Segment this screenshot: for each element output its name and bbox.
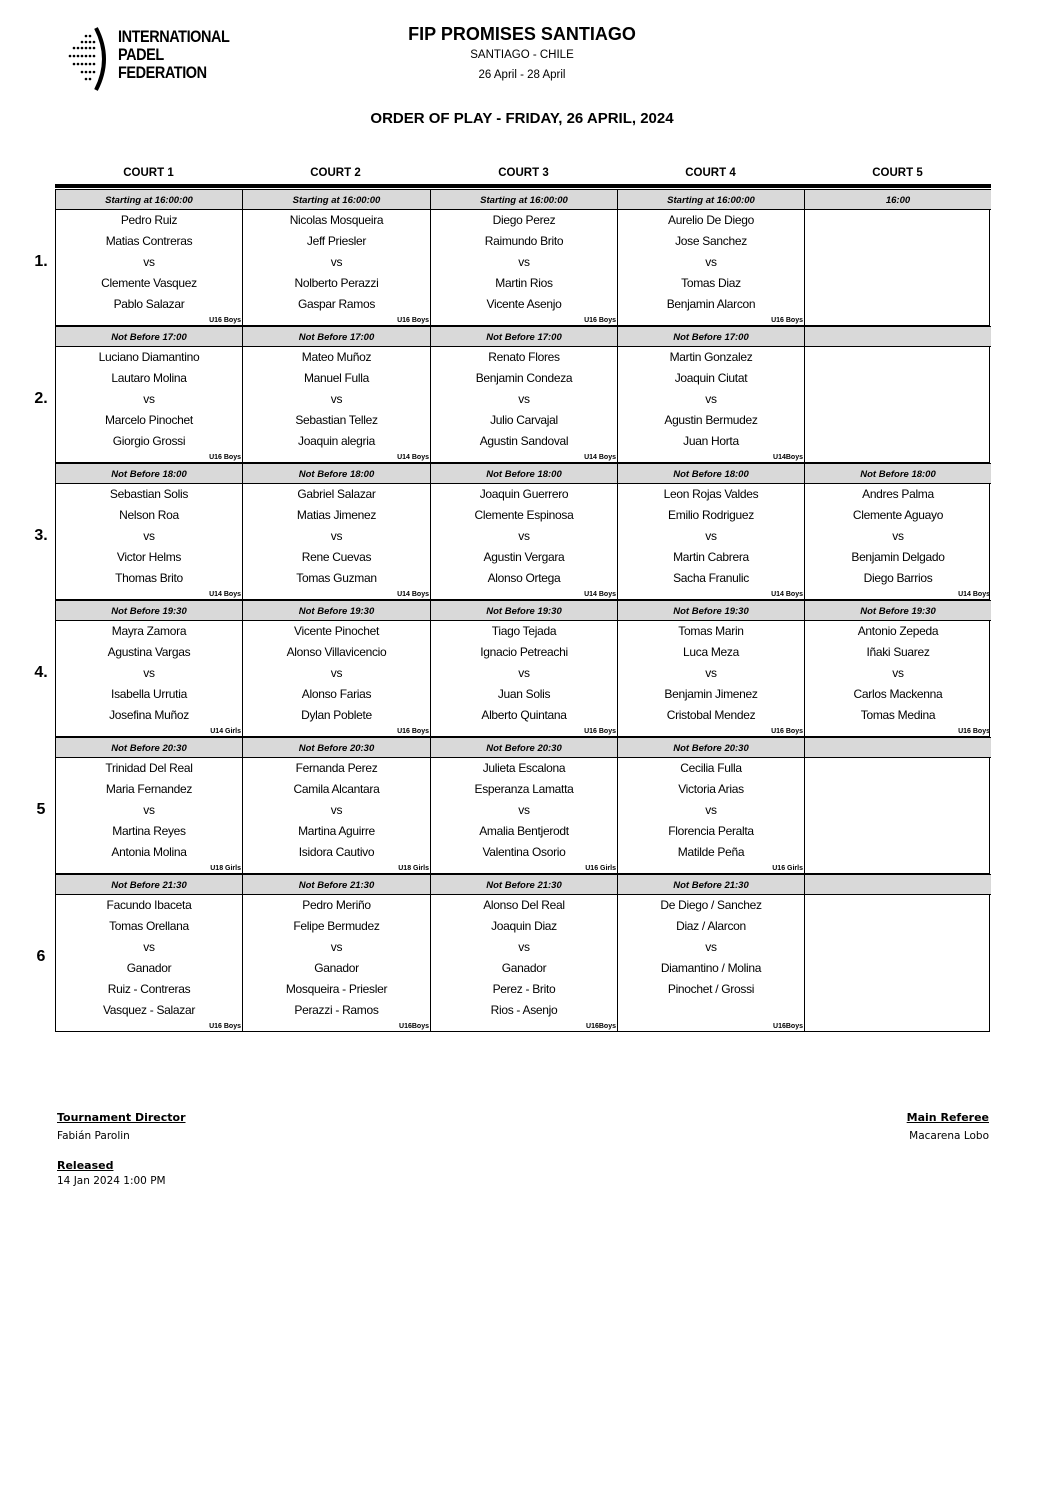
category-label: U14 Boys	[771, 591, 803, 598]
match-row-block	[55, 326, 990, 463]
match-start-time: Starting at 16:00:00	[56, 189, 242, 210]
player-name: Emilio Rodriguez	[668, 508, 754, 522]
match-cell	[243, 874, 431, 1031]
match-cell	[618, 874, 805, 1031]
player-name: Rios - Asenjo	[490, 1003, 558, 1017]
match-cell	[431, 463, 618, 599]
match-start-time: Not Before 21:30	[431, 874, 617, 895]
match-start-time: Starting at 16:00:00	[618, 189, 804, 210]
category-label: U14Boys	[773, 454, 803, 461]
player-name: Marcelo Pinochet	[105, 413, 193, 427]
player-name: Trinidad Del Real	[105, 761, 193, 775]
player-name: Isidora Cautivo	[298, 845, 375, 859]
vs-label: vs	[330, 940, 343, 954]
match-start-time: Not Before 21:30	[243, 874, 430, 895]
player-name: Pinochet / Grossi	[667, 982, 755, 996]
player-name: Martin Cabrera	[673, 550, 749, 564]
match-cell	[431, 737, 618, 873]
player-name: Mateo Muñoz	[301, 350, 372, 364]
player-name: Gabriel Salazar	[297, 487, 376, 501]
match-cell	[805, 326, 991, 462]
player-name: Diaz / Alarcon	[676, 919, 746, 933]
player-name: Alonso Villavicencio	[286, 645, 387, 659]
category-label: U16 Girls	[772, 865, 803, 872]
vs-label: vs	[330, 392, 343, 406]
player-name: Mosqueira - Priesler	[285, 982, 388, 996]
player-name: Florencia Peralta	[668, 824, 754, 838]
match-cell	[56, 463, 243, 599]
category-label: U16Boys	[399, 1023, 429, 1030]
vs-label: vs	[892, 666, 904, 680]
match-row-block	[55, 737, 990, 874]
match-start-time: Not Before 21:30	[618, 874, 804, 895]
category-label: U16 Boys	[209, 317, 241, 324]
match-start-time: Not Before 20:30	[243, 737, 430, 758]
match-order-number: 3.	[34, 526, 48, 544]
player-name: Pablo Salazar	[113, 297, 185, 311]
referee-name: Macarena Lobo	[909, 1130, 989, 1142]
player-name: Tiago Tejada	[491, 624, 557, 638]
player-name: Antonio Zepeda	[857, 624, 939, 638]
player-name: Nolberto Perazzi	[294, 276, 379, 290]
logo-text	[118, 28, 229, 82]
match-start-time: 16:00	[805, 189, 991, 210]
match-cell	[431, 326, 618, 462]
match-start-time: Not Before 19:30	[56, 600, 242, 621]
player-name: Clemente Aguayo	[852, 508, 944, 522]
match-row-block	[55, 874, 990, 1032]
released-value: 14 Jan 2024 1:00 PM	[57, 1175, 166, 1187]
player-name: Gaspar Ramos	[297, 297, 376, 311]
player-name: Benjamin Alarcon	[666, 297, 756, 311]
vs-label: vs	[705, 940, 717, 954]
player-name: Lautaro Molina	[111, 371, 187, 385]
player-name: Vicente Asenjo	[486, 297, 562, 311]
category-label: U16 Boys	[958, 728, 990, 735]
player-name: Pedro Meriño	[302, 898, 371, 912]
match-start-time	[805, 874, 991, 895]
category-label: U14 Boys	[958, 591, 990, 598]
player-name: Agustina Vargas	[107, 645, 191, 659]
player-name: Thomas Brito	[115, 571, 183, 585]
match-cell	[805, 600, 991, 736]
player-name: Cecilia Fulla	[680, 761, 742, 775]
player-name: Raimundo Brito	[484, 234, 564, 248]
player-name: Nicolas Mosqueira	[289, 213, 384, 227]
vs-label: vs	[705, 666, 717, 680]
player-name: Clemente Vasquez	[101, 276, 197, 290]
vs-label: vs	[518, 529, 530, 543]
player-name: Maria Fernandez	[105, 782, 193, 796]
match-cell	[56, 737, 243, 873]
match-order-number: 2.	[34, 389, 48, 407]
vs-label: vs	[518, 392, 530, 406]
player-name: Rene Cuevas	[301, 550, 372, 564]
player-name: Nelson Roa	[119, 508, 179, 522]
logo-line: PADEL	[118, 45, 164, 64]
match-row-block	[55, 463, 990, 600]
player-name: Camila Alcantara	[293, 782, 380, 796]
vs-label: vs	[330, 529, 343, 543]
header-divider	[55, 184, 991, 188]
player-name: Dylan Poblete	[301, 708, 372, 722]
player-name: Valentina Osorio	[482, 845, 566, 859]
category-label: U16 Boys	[584, 728, 616, 735]
player-name: Benjamin Jimenez	[664, 687, 758, 701]
player-name: Ruiz - Contreras	[107, 982, 191, 996]
category-label: U16 Boys	[397, 728, 429, 735]
player-name: Julio Carvajal	[490, 413, 558, 427]
player-name: Sacha Franulic	[673, 571, 749, 585]
vs-label: vs	[518, 666, 530, 680]
match-start-time: Not Before 19:30	[805, 600, 991, 621]
match-start-time	[805, 326, 991, 347]
category-label: U16 Boys	[771, 728, 803, 735]
category-label: U16 Boys	[397, 317, 429, 324]
player-name: Tomas Guzman	[296, 571, 377, 585]
tournament-title: FIP PROMISES SANTIAGO	[408, 24, 636, 44]
director-name: Fabián Parolin	[57, 1130, 130, 1142]
player-name: Facundo Ibaceta	[106, 898, 192, 912]
court-header: COURT 2	[310, 167, 361, 179]
player-name: Carlos Mackenna	[853, 687, 943, 701]
match-start-time: Starting at 16:00:00	[431, 189, 617, 210]
player-name: Renato Flores	[488, 350, 560, 364]
player-name: Alonso Ortega	[487, 571, 561, 585]
category-label: U16Boys	[586, 1023, 616, 1030]
match-cell	[56, 874, 243, 1031]
player-name: Jose Sanchez	[675, 234, 747, 248]
player-name: Benjamin Delgado	[851, 550, 945, 564]
released-label: Released	[57, 1159, 114, 1172]
match-cell	[431, 600, 618, 736]
category-label: U16 Girls	[585, 865, 616, 872]
match-cell	[618, 326, 805, 462]
category-label: U14 Boys	[584, 591, 616, 598]
vs-label: vs	[518, 940, 530, 954]
player-name: Isabella Urrutia	[111, 687, 187, 701]
category-label: U16 Boys	[584, 317, 616, 324]
player-name: Matias Contreras	[105, 234, 193, 248]
player-name: Tomas Marin	[678, 624, 744, 638]
vs-label: vs	[143, 392, 155, 406]
player-name: Matias Jimenez	[296, 508, 377, 522]
player-name: Pedro Ruiz	[120, 213, 178, 227]
match-cell	[243, 463, 431, 599]
player-name: Luciano Diamantino	[98, 350, 200, 364]
vs-label: vs	[330, 666, 343, 680]
match-start-time: Not Before 19:30	[618, 600, 804, 621]
match-order-number: 4.	[34, 663, 48, 681]
vs-label: vs	[330, 255, 343, 269]
player-name: Ganador	[501, 961, 547, 975]
player-name: Benjamin Condeza	[475, 371, 573, 385]
category-label: U14 Boys	[397, 591, 429, 598]
match-cell	[431, 874, 618, 1031]
player-name: Diego Perez	[492, 213, 556, 227]
match-cell	[243, 326, 431, 462]
player-name: Aurelio De Diego	[668, 213, 754, 227]
match-cell	[805, 189, 991, 325]
court-header: COURT 1	[123, 167, 174, 179]
category-label: U16 Boys	[771, 317, 803, 324]
vs-label: vs	[143, 666, 155, 680]
match-cell	[618, 189, 805, 325]
match-cell	[56, 326, 243, 462]
vs-label: vs	[143, 940, 155, 954]
player-name: Alonso Farias	[301, 687, 372, 701]
player-name: Josefina Muñoz	[109, 708, 189, 722]
order-of-play-heading: ORDER OF PLAY - FRIDAY, 26 APRIL, 2024	[370, 110, 674, 127]
player-name: Clemente Espinosa	[474, 508, 574, 522]
player-name: Juan Horta	[683, 434, 739, 448]
player-name: Antonia Molina	[111, 845, 187, 859]
match-start-time: Not Before 18:00	[431, 463, 617, 484]
player-name: Joaquin Ciutat	[674, 371, 748, 385]
player-name: Iñaki Suarez	[866, 645, 930, 659]
player-name: Victoria Arias	[678, 782, 744, 796]
player-name: Agustin Sandoval	[479, 434, 569, 448]
match-order-number: 5	[36, 800, 46, 818]
player-name: Victor Helms	[116, 550, 182, 564]
logo-line: FEDERATION	[118, 63, 207, 82]
player-name: Joaquin alegria	[298, 434, 375, 448]
player-name: Martin Gonzalez	[669, 350, 753, 364]
match-start-time: Not Before 17:00	[56, 326, 242, 347]
court-header: COURT 3	[498, 167, 549, 179]
match-start-time: Not Before 19:30	[243, 600, 430, 621]
vs-label: vs	[143, 803, 155, 817]
category-label: U14 Boys	[397, 454, 429, 461]
category-label: U14 Boys	[209, 591, 241, 598]
padel-ball-icon	[62, 26, 112, 92]
match-start-time: Not Before 20:30	[618, 737, 804, 758]
match-row-block	[55, 600, 990, 737]
player-name: Martin Rios	[495, 276, 553, 290]
player-name: Perez - Brito	[492, 982, 556, 996]
vs-label: vs	[705, 803, 717, 817]
match-start-time: Starting at 16:00:00	[243, 189, 430, 210]
category-label: U16Boys	[773, 1023, 803, 1030]
player-name: Felipe Bermudez	[293, 919, 380, 933]
category-label: U16 Boys	[209, 454, 241, 461]
match-start-time: Not Before 17:00	[431, 326, 617, 347]
match-cell	[618, 600, 805, 736]
player-name: Agustin Bermudez	[664, 413, 758, 427]
category-label: U14 Boys	[584, 454, 616, 461]
match-order-number: 6	[36, 948, 46, 965]
category-label: U18 Girls	[398, 865, 429, 872]
match-cell	[243, 600, 431, 736]
player-name: Fernanda Perez	[295, 761, 378, 775]
player-name: Diego Barrios	[863, 571, 933, 585]
vs-label: vs	[705, 392, 717, 406]
player-name: Martina Aguirre	[298, 824, 375, 838]
vs-label: vs	[143, 255, 155, 269]
player-name: Esperanza Lamatta	[474, 782, 574, 796]
player-name: Tomas Diaz	[681, 276, 741, 290]
player-name: Sebastian Tellez	[295, 413, 378, 427]
player-name: Andres Palma	[862, 487, 934, 501]
tournament-location: SANTIAGO - CHILE	[470, 49, 574, 61]
director-label: Tournament Director	[57, 1111, 186, 1124]
player-name: Agustin Vergara	[483, 550, 565, 564]
match-order-number: 1.	[34, 252, 48, 270]
vs-label: vs	[518, 255, 530, 269]
match-cell	[56, 189, 243, 325]
player-name: Alonso Del Real	[483, 898, 565, 912]
fip-logo	[62, 26, 232, 92]
match-cell	[431, 189, 618, 325]
player-name: Sebastian Solis	[109, 487, 189, 501]
tournament-dates: 26 April - 28 April	[478, 69, 566, 81]
referee-label: Main Referee	[906, 1111, 989, 1124]
vs-label: vs	[705, 255, 717, 269]
player-name: Jeff Priesler	[306, 234, 367, 248]
player-name: Ganador	[126, 961, 172, 975]
match-start-time	[805, 737, 991, 758]
match-start-time: Not Before 18:00	[805, 463, 991, 484]
player-name: Luca Meza	[683, 645, 739, 659]
player-name: Perazzi - Ramos	[294, 1003, 379, 1017]
player-name: Cristobal Mendez	[666, 708, 756, 722]
match-cell	[56, 600, 243, 736]
player-name: Manuel Fulla	[303, 371, 370, 385]
player-name: Tomas Medina	[860, 708, 936, 722]
match-start-time: Not Before 17:00	[243, 326, 430, 347]
player-name: Julieta Escalona	[482, 761, 566, 775]
match-cell	[805, 737, 991, 873]
vs-label: vs	[892, 529, 904, 543]
vs-label: vs	[143, 529, 155, 543]
player-name: Mayra Zamora	[111, 624, 187, 638]
vs-label: vs	[705, 529, 717, 543]
match-start-time: Not Before 19:30	[431, 600, 617, 621]
player-name: Joaquin Diaz	[491, 919, 557, 933]
player-name: Ganador	[314, 961, 359, 975]
match-start-time: Not Before 18:00	[618, 463, 804, 484]
player-name: Amalia Bentjerodt	[479, 824, 569, 838]
player-name: Matilde Peña	[677, 845, 745, 859]
match-start-time: Not Before 18:00	[243, 463, 430, 484]
player-name: Tomas Orellana	[109, 919, 189, 933]
court-header: COURT 5	[872, 167, 923, 179]
player-name: Giorgio Grossi	[112, 434, 186, 448]
player-name: Vasquez - Salazar	[102, 1003, 196, 1017]
match-start-time: Not Before 17:00	[618, 326, 804, 347]
match-cell	[805, 874, 991, 1031]
category-label: U14 Girls	[210, 728, 241, 735]
court-header: COURT 4	[685, 167, 736, 179]
player-name: Leon Rojas Valdes	[663, 487, 759, 501]
player-name: De Diego / Sanchez	[660, 898, 762, 912]
match-cell	[243, 737, 431, 873]
match-start-time: Not Before 18:00	[56, 463, 242, 484]
logo-line: INTERNATIONAL	[118, 27, 230, 46]
player-name: Vicente Pinochet	[293, 624, 380, 638]
match-cell	[243, 189, 431, 325]
category-label: U18 Girls	[210, 865, 241, 872]
match-cell	[618, 737, 805, 873]
match-row-block	[55, 189, 990, 326]
match-start-time: Not Before 21:30	[56, 874, 242, 895]
match-cell	[618, 463, 805, 599]
match-start-time: Not Before 20:30	[431, 737, 617, 758]
player-name: Martina Reyes	[112, 824, 186, 838]
player-name: Ignacio Petreachi	[480, 645, 568, 659]
vs-label: vs	[330, 803, 343, 817]
player-name: Juan Solis	[497, 687, 551, 701]
player-name: Joaquin Guerrero	[479, 487, 569, 501]
player-name: Alberto Quintana	[481, 708, 567, 722]
vs-label: vs	[518, 803, 530, 817]
match-cell	[805, 463, 991, 599]
category-label: U16 Boys	[209, 1023, 241, 1030]
player-name: Diamantino / Molina	[660, 961, 762, 975]
match-start-time: Not Before 20:30	[56, 737, 242, 758]
